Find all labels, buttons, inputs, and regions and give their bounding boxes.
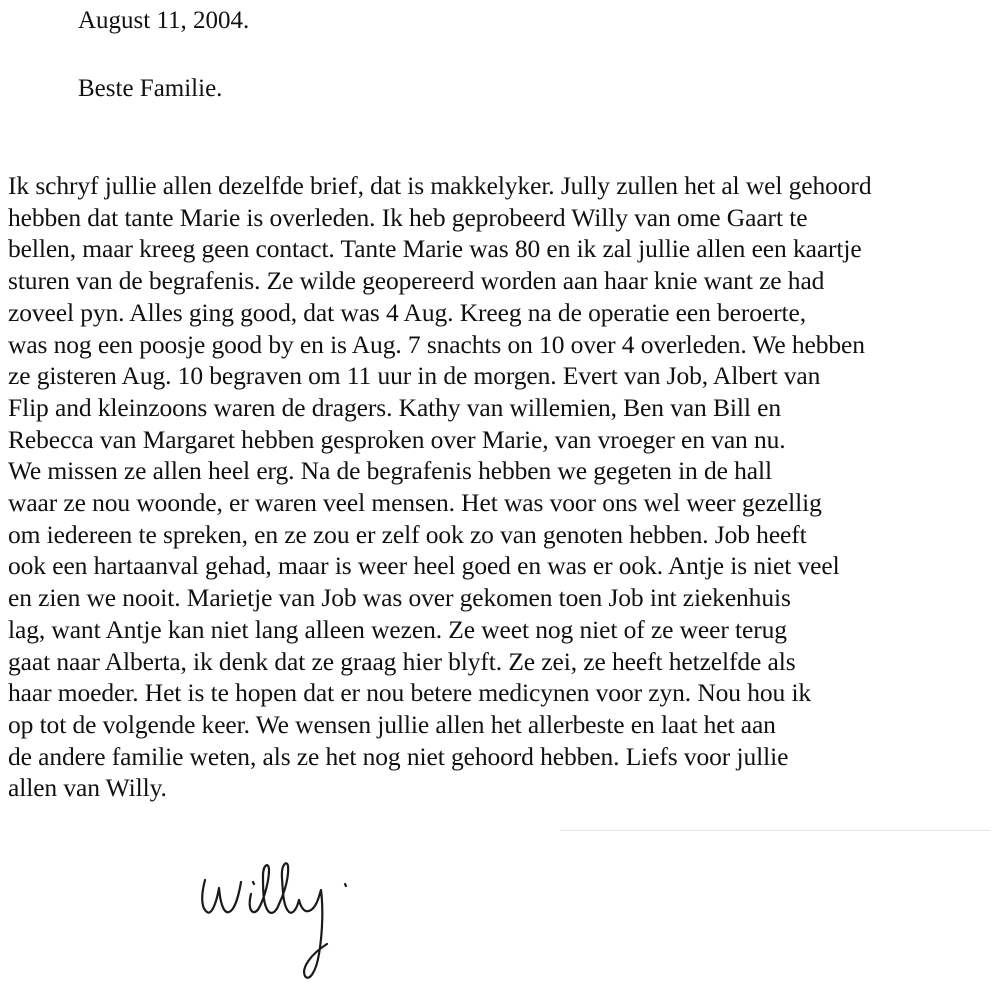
letter-line: Ik schryf jullie allen dezelfde brief, dat is makkelyker. Jully zullen het al wel gehoord (8, 171, 872, 200)
letter-line: lag, want Antje kan niet lang alleen wezen. Ze weet nog niet of ze weer terug (8, 614, 787, 644)
letter-line: ze gisteren Aug. 10 begraven om 11 uur in de morgen. Evert van Job, Albert van (8, 361, 821, 391)
letter-salutation: Beste Familie. (78, 75, 223, 102)
letter-line: om iedereen te spreken, en ze zou er zelf ook zo van genoten hebben. Job heeft (8, 519, 807, 549)
letter-line: ook een hartaanval gehad, maar is weer heel goed en was er ook. Antje is niet veel (8, 551, 840, 581)
letter-line: was nog een poosje good by en is Aug. 7 snachts on 10 over 4 overleden. We hebben (8, 329, 865, 359)
letter-line: bellen, maar kreeg geen contact. Tante Marie was 80 en ik zal jullie allen een kaartje (8, 234, 862, 264)
letter-line: en zien we nooit. Marietje van Job was over gekomen toen Job int ziekenhuis (8, 583, 791, 613)
handwritten-signature (195, 850, 385, 990)
letter-line: waar ze nou woonde, er waren veel mensen. Het was voor ons wel weer gezellig (8, 488, 822, 518)
letter-line: Rebecca van Margaret hebben gesproken over Marie, van vroeger en van nu. (8, 424, 786, 454)
letter-line: zoveel pyn. Alles ging good, dat was 4 Aug. Kreeg na de operatie een beroerte, (8, 297, 807, 327)
letter-line: Flip and kleinzoons waren de dragers. Kathy van willemien, Ben van Bill en (8, 392, 781, 422)
letter-line: haar moeder. Het is te hopen dat er nou betere medicynen voor zyn. Nou hou ik (8, 678, 812, 708)
letter-date: August 11, 2004. (78, 7, 250, 34)
letter-line: sturen van de begrafenis. Ze wilde geopereerd worden aan haar knie want ze had (8, 266, 825, 296)
letter-line: gaat naar Alberta, ik denk dat ze graag hier blyft. Ze zei, ze heeft hetzelfde als (8, 646, 796, 676)
letter-line: op tot de volgende keer. We wensen jullie allen het allerbeste en laat het aan (8, 709, 776, 739)
letter-body (8, 170, 993, 804)
scan-artifact-line (560, 830, 990, 831)
letter-line: We missen ze allen heel erg. Na de begrafenis hebben we gegeten in de hall (8, 456, 772, 486)
letter-line: hebben dat tante Marie is overleden. Ik heb geprobeerd Willy van ome Gaart te (8, 202, 808, 232)
letter-line: de andere familie weten, als ze het nog niet gehoord hebben. Liefs voor jullie (8, 741, 789, 771)
letter-line: allen van Willy. (8, 773, 167, 803)
